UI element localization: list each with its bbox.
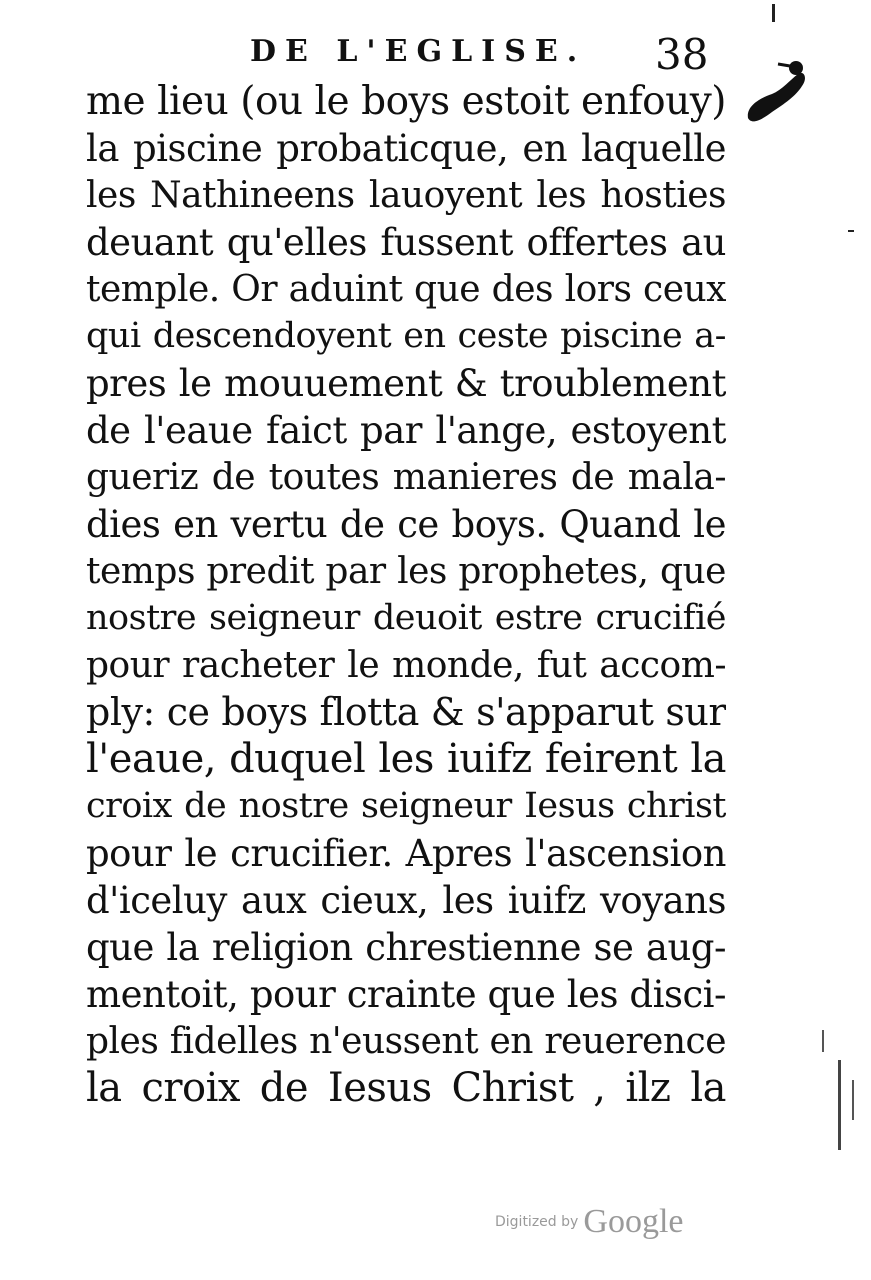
text-line: temps predit par les prophetes, que — [86, 551, 726, 592]
text-line: l'eaue, duquel les iuifz feirent la — [86, 736, 726, 782]
running-title: DE L'EGLISE. — [250, 34, 587, 69]
margin-speck — [852, 1080, 854, 1120]
digitized-by-google-watermark — [495, 1203, 683, 1241]
text-line: d'iceluy aux cieux, les iuifz voyans — [86, 879, 726, 922]
text-line: deuant qu'elles fussent offertes au — [86, 221, 726, 264]
margin-speck — [772, 4, 775, 22]
text-line: me lieu (ou le boys estoit enfouy) — [86, 79, 726, 124]
margin-speck — [848, 230, 854, 232]
text-line: pour racheter le monde, fut accom- — [86, 645, 726, 686]
text-line: qui descendoyent en ceste piscine a- — [86, 316, 726, 356]
text-line: ples fidelles n'eussent en reuerence — [86, 1021, 726, 1062]
text-line: croix de nostre seigneur Iesus christ — [86, 786, 726, 826]
text-line: la piscine probaticque, en laquelle — [86, 127, 726, 170]
text-line: dies en vertu de ce boys. Quand le — [86, 503, 726, 546]
page-number: 38 — [655, 30, 709, 79]
text-line: gueriz de toutes manieres de mala- — [86, 457, 726, 498]
text-line: la croix de Iesus Christ , ilz la — [86, 1065, 726, 1111]
text-line: mentoit, pour crainte que les disci- — [86, 973, 726, 1016]
text-line: temple. Or aduint que des lors ceux — [86, 269, 726, 310]
margin-speck — [822, 1030, 824, 1052]
text-line: que la religion chrestienne se aug- — [86, 926, 726, 969]
text-line: ply: ce boys flotta & s'apparut sur — [86, 690, 726, 734]
text-line: nostre seigneur deuoit estre crucifié — [86, 598, 726, 638]
body-text — [86, 78, 726, 1112]
text-line: pour le crucifier. Apres l'ascension — [86, 832, 726, 875]
text-line: les Nathineens lauoyent les hosties — [86, 175, 726, 216]
ink-blot-mark — [738, 58, 810, 130]
watermark-prefix: Digitized by — [495, 1214, 579, 1230]
text-line: pres le mouuement & troublement — [86, 362, 726, 405]
margin-speck — [838, 1060, 841, 1150]
text-line: de l'eaue faict par l'ange, estoyent — [86, 409, 726, 452]
watermark-brand: Google — [583, 1203, 684, 1240]
